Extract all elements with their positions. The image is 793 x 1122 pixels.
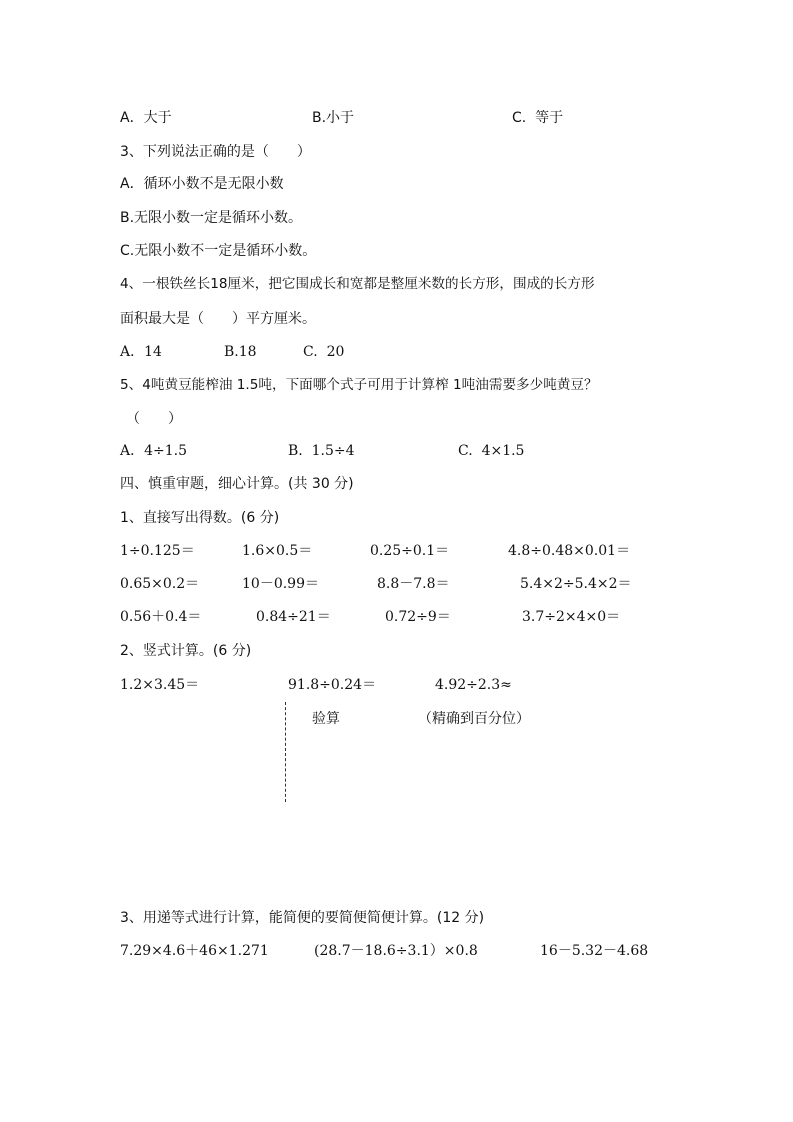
stepwise-calc-item: 16－5.32－4.68: [540, 943, 649, 959]
dashed-divider: [285, 702, 286, 802]
calc-item: 3.7÷2×4×0＝: [522, 609, 621, 625]
q3-option-c: C.无限小数不一定是循环小数。: [120, 243, 317, 259]
q2-option-c: C. 等于: [512, 110, 564, 126]
q4-option-b: B.18: [224, 344, 257, 360]
q4-stem-line2: 面积最大是（ ）平方厘米。: [120, 311, 316, 327]
part2-title: 2、竖式计算。(6 分): [120, 643, 252, 659]
vertical-calc-item: 1.2×3.45＝: [120, 677, 200, 693]
calc-item: 1.6×0.5＝: [242, 543, 313, 559]
q5-option-b: B. 1.5÷4: [288, 443, 355, 459]
check-label: 验算: [312, 711, 340, 727]
q4-option-a: A．14: [120, 344, 162, 360]
q2-option-b: B.小于: [312, 110, 355, 126]
q5-option-c: C. 4×1.5: [458, 443, 525, 459]
calc-item: 4.8÷0.48×0.01＝: [508, 543, 631, 559]
calc-item: 0.65×0.2＝: [120, 576, 200, 592]
q4-stem-line1: 4、一根铁丝长18厘米，把它围成长和宽都是整厘米数的长方形，围成的长方形: [120, 276, 595, 292]
q5-stem-line1: 5、4吨黄豆能榨油 1.5吨，下面哪个式子可用于计算榨 1吨油需要多少吨黄豆？: [120, 377, 598, 393]
q4-option-c: C. 20: [303, 344, 345, 360]
stepwise-calc-item: 7.29×4.6＋46×1.271: [120, 943, 269, 959]
calc-item: 8.8－7.8＝: [377, 576, 450, 592]
calc-item: 0.72÷9＝: [385, 609, 451, 625]
calc-item: 0.84÷21＝: [256, 609, 331, 625]
q3-option-a: A．循环小数不是无限小数: [120, 176, 284, 192]
section4-title: 四、慎重审题，细心计算。(共 30 分): [120, 476, 354, 492]
calc-item: 1÷0.125＝: [120, 543, 195, 559]
q3-stem: 3、下列说法正确的是（ ）: [120, 144, 311, 160]
calc-item: 5.4×2÷5.4×2＝: [520, 576, 632, 592]
part1-title: 1、直接写出得数。(6 分): [120, 510, 280, 526]
calc-item: 0.56＋0.4＝: [120, 609, 202, 625]
q3-option-b: B.无限小数一定是循环小数。: [120, 210, 303, 226]
part3-title: 3、用递等式进行计算，能简便的要简便简便计算。(12 分): [120, 910, 485, 926]
q5-answer-blank: （ ）: [126, 411, 182, 427]
vertical-calc-item: 4.92÷2.3≈: [435, 677, 512, 693]
calc-item: 0.25÷0.1＝: [370, 543, 450, 559]
q2-option-a: A．大于: [120, 110, 172, 126]
calc-item: 10－0.99＝: [242, 576, 319, 592]
precision-note: （精确到百分位）: [418, 711, 530, 727]
stepwise-calc-item: (28.7－18.6÷3.1）×0.8: [314, 943, 478, 959]
vertical-calc-item: 91.8÷0.24＝: [288, 677, 377, 693]
q5-option-a: A．4÷1.5: [120, 443, 188, 459]
